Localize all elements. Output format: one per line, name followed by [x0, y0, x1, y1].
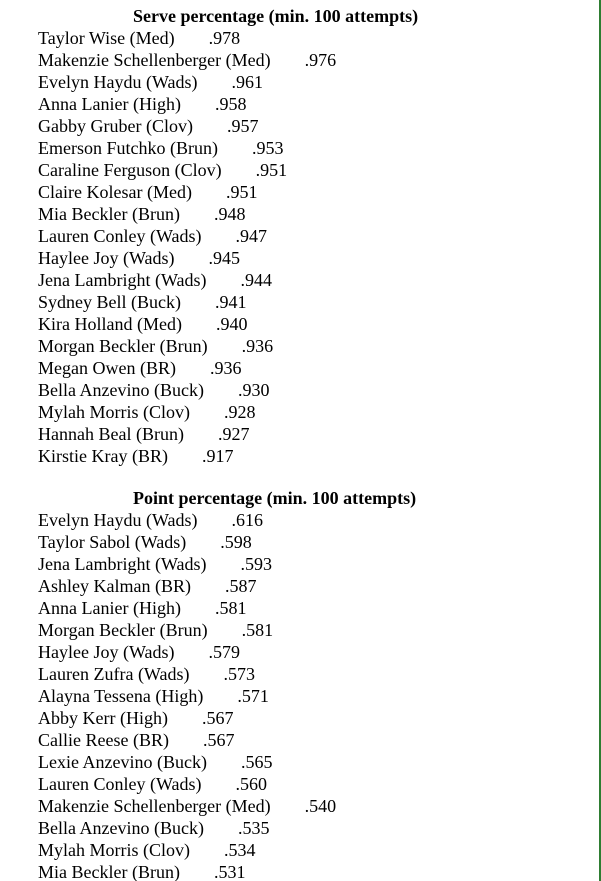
player-name: Taylor Sabol (Wads)	[38, 532, 187, 552]
list-item	[38, 575, 598, 597]
list-item	[38, 357, 598, 379]
player-name: Lauren Conley (Wads)	[38, 774, 202, 794]
percentage-value: .579	[208, 642, 241, 662]
percentage-value: .928	[224, 402, 256, 422]
player-name: Morgan Beckler (Brun)	[38, 336, 208, 356]
player-name: Evelyn Haydu (Wads)	[38, 72, 198, 92]
list-item	[38, 93, 598, 115]
percentage-value: .567	[202, 730, 235, 750]
player-name: Bella Anzevino (Buck)	[38, 818, 204, 838]
serve-percentage-title: Serve percentage (min. 100 attempts)	[133, 6, 419, 26]
list-item	[38, 49, 598, 71]
list-item	[38, 685, 598, 707]
list-item	[38, 203, 598, 225]
percentage-value: .945	[208, 248, 241, 268]
percentage-value: .958	[214, 94, 247, 114]
list-item	[38, 663, 598, 685]
list-item	[38, 597, 598, 619]
player-name: Lexie Anzevino (Buck)	[38, 752, 207, 772]
player-name: Lauren Zufra (Wads)	[38, 664, 190, 684]
percentage-value: .953	[251, 138, 284, 158]
point-percentage-title: Point percentage (min. 100 attempts)	[133, 488, 417, 508]
player-name: Claire Kolesar (Med)	[38, 182, 192, 202]
list-item	[38, 379, 598, 401]
point-percentage-list	[0, 509, 598, 881]
percentage-value: .616	[231, 510, 264, 530]
player-name: Alayna Tessena (High)	[38, 686, 204, 706]
list-item	[38, 729, 598, 751]
percentage-value: .951	[255, 160, 288, 180]
list-item	[38, 445, 598, 467]
list-item	[38, 839, 598, 861]
list-item	[38, 751, 598, 773]
player-name: Jena Lambright (Wads)	[38, 270, 207, 290]
player-name: Megan Owen (BR)	[38, 358, 176, 378]
percentage-value: .978	[208, 28, 241, 48]
list-item	[38, 181, 598, 203]
player-name: Makenzie Schellenberger (Med)	[38, 796, 271, 816]
player-name: Ashley Kalman (BR)	[38, 576, 191, 596]
player-name: Caraline Ferguson (Clov)	[38, 160, 222, 180]
player-name: Jena Lambright (Wads)	[38, 554, 207, 574]
player-name: Anna Lanier (High)	[38, 94, 181, 114]
percentage-value: .581	[214, 598, 247, 618]
list-item	[38, 641, 598, 663]
percentage-value: .957	[226, 116, 259, 136]
player-name: Gabby Gruber (Clov)	[38, 116, 193, 136]
percentage-value: .593	[240, 554, 272, 574]
percentage-value: .565	[240, 752, 273, 772]
percentage-value: .944	[240, 270, 272, 290]
serve-percentage-section	[0, 5, 598, 467]
player-name: Haylee Joy (Wads)	[38, 642, 175, 662]
percentage-value: .573	[223, 664, 255, 684]
percentage-value: .940	[215, 314, 248, 334]
player-name: Abby Kerr (High)	[38, 708, 168, 728]
list-item	[38, 509, 598, 531]
list-item	[38, 247, 598, 269]
list-item	[38, 115, 598, 137]
player-name: Haylee Joy (Wads)	[38, 248, 175, 268]
player-name: Taylor Wise (Med)	[38, 28, 175, 48]
percentage-value: .930	[237, 380, 270, 400]
list-item	[38, 71, 598, 93]
list-item	[38, 401, 598, 423]
list-item	[38, 707, 598, 729]
percentage-value: .976	[304, 50, 337, 70]
percentage-value: .567	[201, 708, 234, 728]
player-name: Anna Lanier (High)	[38, 598, 181, 618]
list-item	[38, 269, 598, 291]
percentage-value: .534	[224, 840, 256, 860]
percentage-value: .581	[241, 620, 274, 640]
percentage-value: .947	[235, 226, 267, 246]
percentage-value: .951	[225, 182, 258, 202]
list-item	[38, 27, 598, 49]
list-item	[38, 619, 598, 641]
percentage-value: .540	[304, 796, 337, 816]
percentage-value: .535	[237, 818, 270, 838]
player-name: Makenzie Schellenberger (Med)	[38, 50, 271, 70]
percentage-value: .917	[201, 446, 234, 466]
percentage-value: .948	[213, 204, 246, 224]
percentage-value: .936	[241, 336, 274, 356]
percentage-value: .531	[213, 862, 246, 881]
player-name: Evelyn Haydu (Wads)	[38, 510, 198, 530]
list-item	[38, 423, 598, 445]
list-item	[38, 773, 598, 795]
list-item	[38, 795, 598, 817]
player-name: Sydney Bell (Buck)	[38, 292, 181, 312]
serve-percentage-list	[0, 27, 598, 467]
player-name: Lauren Conley (Wads)	[38, 226, 202, 246]
list-item	[38, 291, 598, 313]
list-item	[38, 159, 598, 181]
list-item	[38, 137, 598, 159]
percentage-value: .936	[209, 358, 242, 378]
player-name: Mylah Morris (Clov)	[38, 402, 190, 422]
player-name: Kira Holland (Med)	[38, 314, 182, 334]
list-item	[38, 225, 598, 247]
player-name: Mylah Morris (Clov)	[38, 840, 190, 860]
list-item	[38, 531, 598, 553]
list-item	[38, 817, 598, 839]
player-name: Morgan Beckler (Brun)	[38, 620, 208, 640]
list-item	[38, 553, 598, 575]
player-name: Mia Beckler (Brun)	[38, 862, 180, 881]
point-percentage-section	[0, 487, 598, 881]
player-name: Callie Reese (BR)	[38, 730, 169, 750]
list-item	[38, 313, 598, 335]
percentage-value: .560	[235, 774, 267, 794]
player-name: Emerson Futchko (Brun)	[38, 138, 218, 158]
percentage-value: .927	[217, 424, 250, 444]
percentage-value: .941	[214, 292, 247, 312]
percentage-value: .587	[224, 576, 257, 596]
player-name: Bella Anzevino (Buck)	[38, 380, 204, 400]
percentage-value: .598	[220, 532, 252, 552]
list-item	[38, 335, 598, 357]
list-item	[38, 861, 598, 881]
percentage-value: .571	[237, 686, 269, 706]
percentage-value: .961	[231, 72, 264, 92]
player-name: Hannah Beal (Brun)	[38, 424, 184, 444]
player-name: Mia Beckler (Brun)	[38, 204, 180, 224]
player-name: Kirstie Kray (BR)	[38, 446, 168, 466]
